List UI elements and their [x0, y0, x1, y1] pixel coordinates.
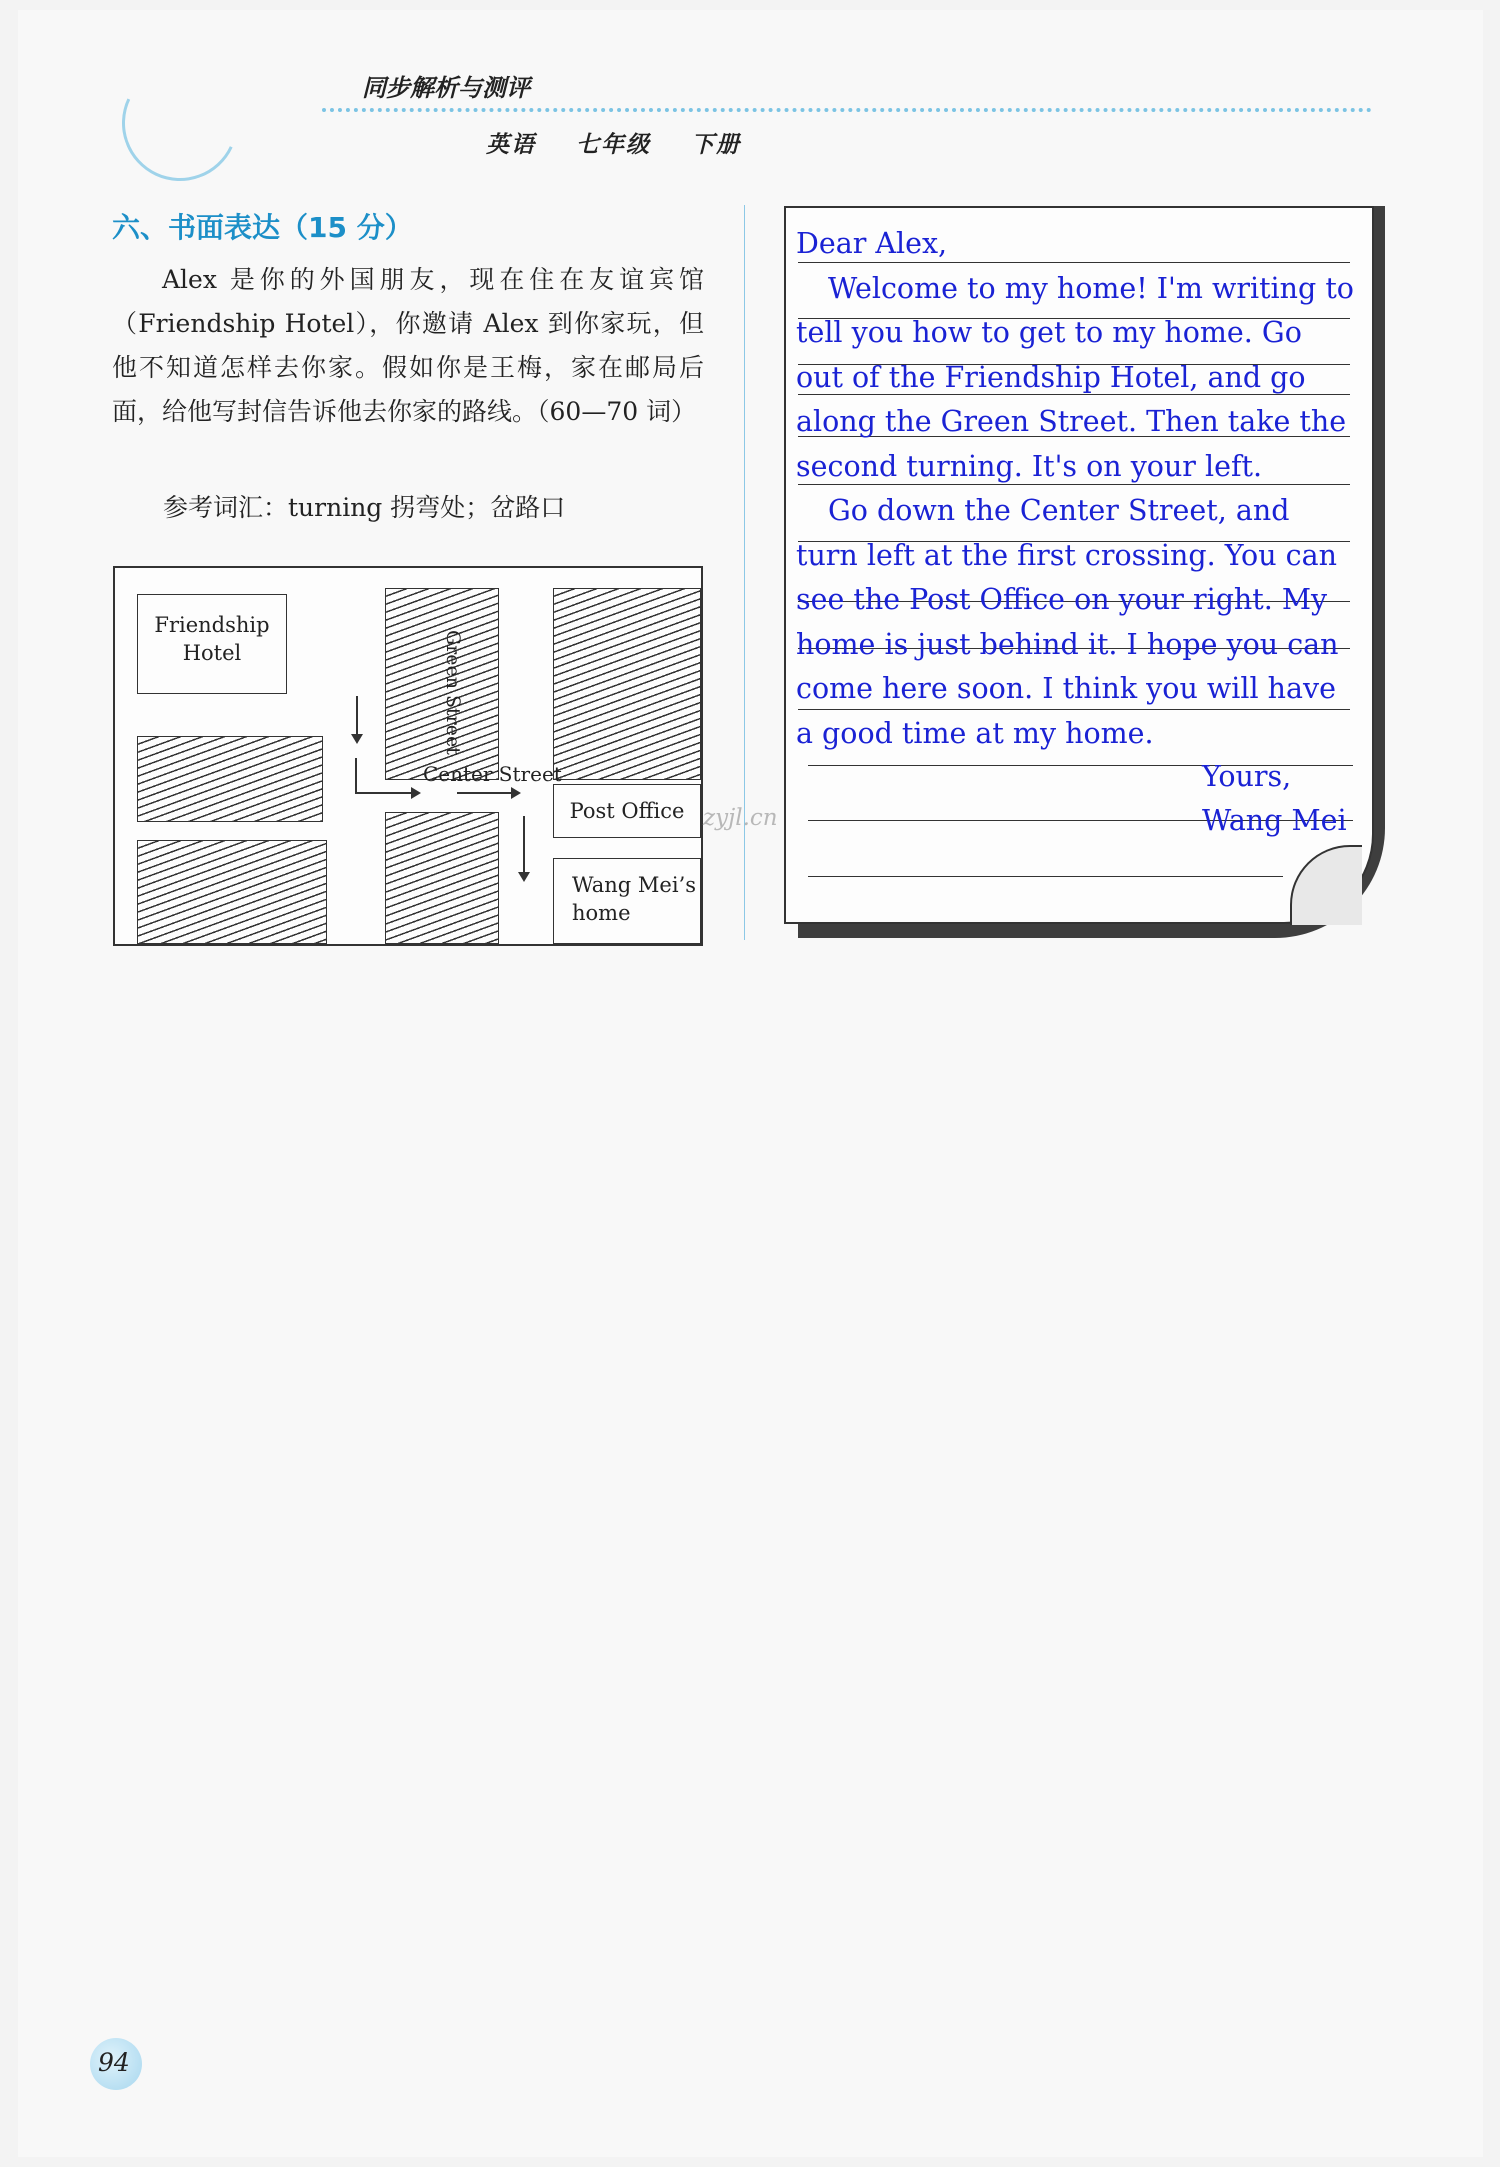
route-arrow-down-head: [351, 734, 363, 744]
header-subtitle: [486, 126, 771, 159]
center-street-label: Center Street: [423, 762, 562, 786]
hotel-label-line2: Hotel: [182, 641, 242, 665]
letter-greeting: Dear Alex,: [796, 227, 948, 260]
post-office-block: [553, 784, 701, 838]
green-street-label: Green Street: [442, 630, 464, 755]
post-office-label: Post Office: [569, 799, 685, 823]
letter-paragraph-2: Go down the Center Street, and turn left at the first crossing. You can see the Post Office on your right. My home is just behind it. I hope you can come here soon. I think you will have a good time at my home.: [796, 494, 1339, 750]
friendship-hotel-block: [137, 594, 287, 694]
route-line-right-2: [457, 792, 513, 794]
volume-label: 下册: [691, 132, 742, 158]
ruled-line: [808, 876, 1283, 877]
page-number-badge: [90, 2038, 142, 2090]
hatched-block: [553, 588, 701, 780]
route-arrow-right-head: [411, 787, 421, 799]
hotel-label-line1: Friendship: [154, 613, 270, 637]
route-line-right: [355, 792, 415, 794]
page-number: 94: [98, 2048, 130, 2077]
hatched-block: [385, 812, 499, 944]
letter-body: [796, 222, 1356, 756]
book-title: 同步解析与测评: [362, 74, 530, 102]
hatched-block: [137, 736, 323, 822]
hatched-block: [137, 840, 327, 944]
subject-label: 英语: [486, 132, 536, 158]
section-title: 六、书面表达（15 分）: [112, 211, 413, 244]
route-line-down-2: [523, 816, 525, 876]
home-label-line1: Wang Mei’s: [572, 873, 697, 897]
route-line-turn: [355, 758, 357, 792]
home-label-line2: home: [572, 901, 631, 925]
route-map: [113, 566, 703, 946]
letter-signature: Wang Mei: [1202, 804, 1347, 837]
watermark: zyjl.cn: [703, 805, 778, 831]
route-arrow-right-head-2: [511, 787, 521, 799]
letter-paragraph-1: Welcome to my home! I'm writing to tell you how to get to my home. Go out of the Friendship Hotel, and go along the Green Street. Then take the second turning. It's on your left.: [796, 271, 1354, 483]
header-dotted-rule: [322, 108, 1372, 112]
grade-label: 七年级: [576, 132, 652, 158]
letter-closing: Yours,: [1202, 760, 1292, 793]
wang-mei-home-block: [553, 858, 701, 944]
route-arrow-down-head-2: [518, 872, 530, 882]
writing-prompt: Alex 是你的外国朋友，现在住在友谊宾馆（Friendship Hotel），你邀请 Alex 到你家玩，但他不知道怎样去你家。假如你是王梅，家在邮局后面，给他写封信告诉他去你家的路线。（60—70 词）: [112, 265, 704, 426]
reference-vocabulary: 参考词汇：turning 拐弯处；岔路口: [163, 493, 566, 522]
